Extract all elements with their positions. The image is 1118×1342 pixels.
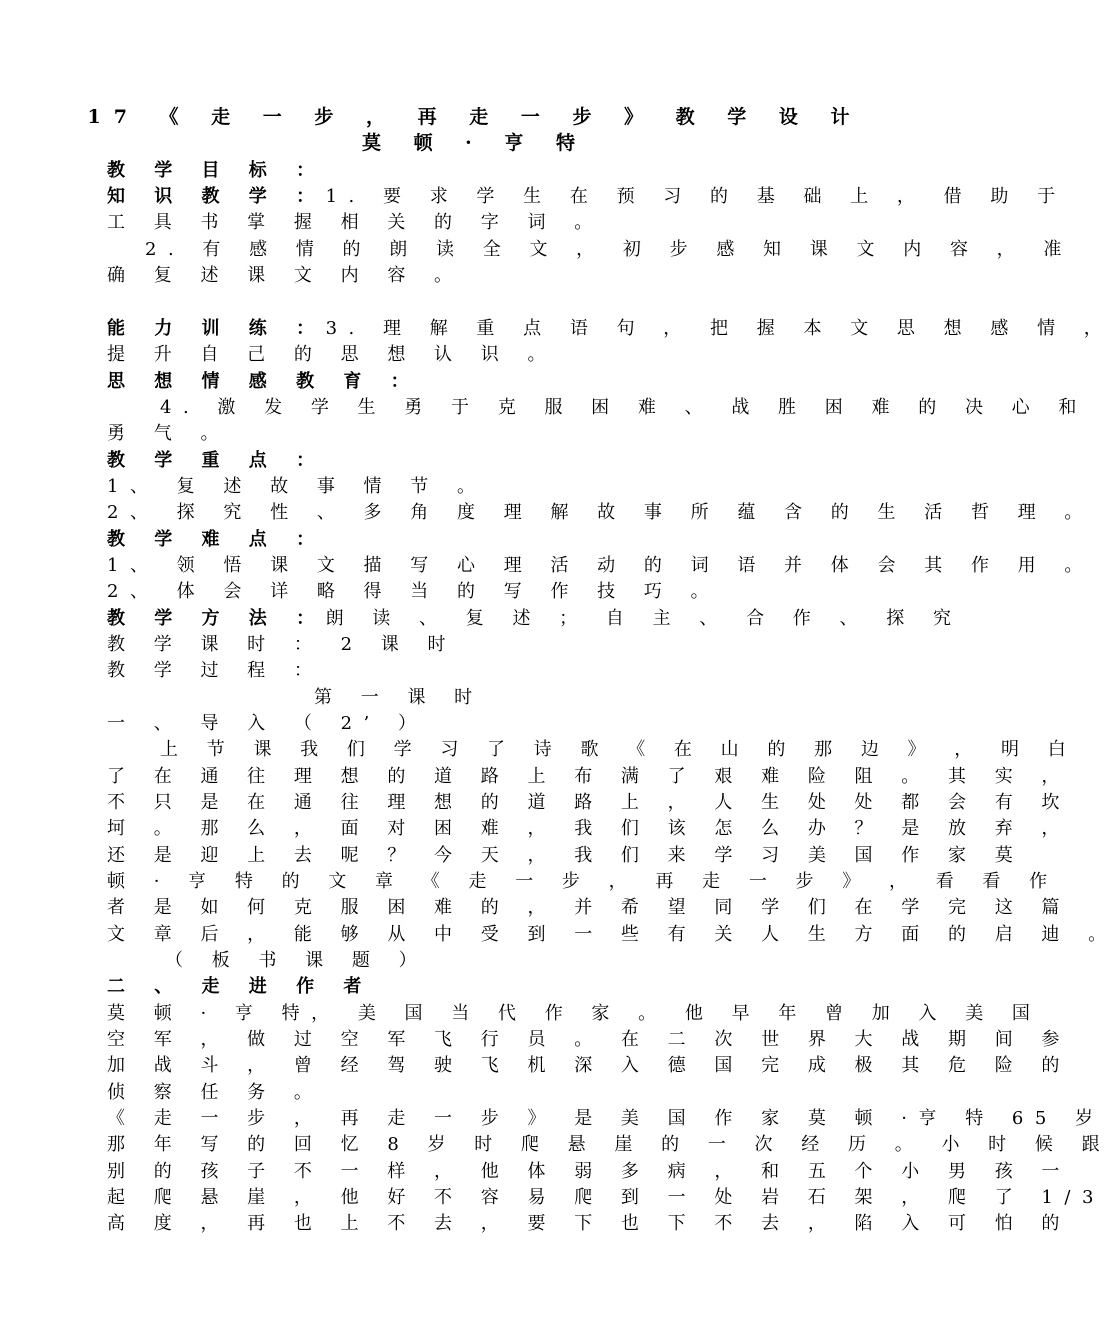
difficulty-2: 2、 体 会 详 略 得 当 的 写 作 技 巧 。	[107, 581, 721, 602]
key-points-heading: 教 学 重 点 ：	[107, 450, 326, 471]
knowledge-line-1	[107, 186, 1067, 208]
knowledge-item-2: 2. 有 感 情 的 朗 读 全 文 ， 初 步 感 知 课 文 内 容 ， 准	[145, 239, 1073, 260]
intro-line: 文 章 后 ， 能 够 从 中 受 到 一 些 有 关 人 生 方 面 的 启 迪 。	[107, 924, 1118, 945]
emotion-heading: 思 想 情 感 教 育 ：	[107, 371, 421, 392]
method-label: 教 学 方 法 ：	[107, 608, 326, 629]
author-line: 侦 察 任 务 。	[107, 1082, 324, 1103]
intro-line: 了 在 通 往 理 想 的 道 路 上 布 满 了 艰 难 险 阻 。 其 实 ，	[107, 766, 1071, 787]
author-line: 空 军 ， 做 过 空 军 飞 行 员 。 在 二 次 世 界 大 战 期 间 参	[107, 1029, 1071, 1050]
intro-line: 者 是 如 何 克 服 困 难 的 ， 并 希 望 同 学 们 在 学 完 这 篇	[107, 897, 1071, 918]
difficulty-1: 1、 领 悟 课 文 描 写 心 理 活 动 的 词 语 并 体 会 其 作 用 。	[107, 555, 1094, 576]
knowledge-item-1: 1. 要 求 学 生 在 预 习 的 基 础 上 ， 借 助 于	[325, 186, 1067, 207]
ability-item-cont: 提 升 自 己 的 思 想 认 识 。	[107, 344, 557, 365]
method-text: 朗 读 、 复 述 ； 自 主 、 合 作 、 探 究	[325, 608, 963, 629]
story-line: 高 度 ， 再 也 上 不 去 ， 要 下 也 下 不 去 ， 陷 入 可 怕 的	[107, 1213, 1071, 1234]
author-line: 加 战 斗 ， 曾 经 驾 驶 飞 机 深 入 德 国 完 成 极 其 危 险 的	[107, 1055, 1071, 1076]
ability-line	[107, 318, 1113, 340]
ability-item: 3. 理 解 重 点 语 句 ， 把 握 本 文 思 想 感 情 ，	[325, 318, 1114, 339]
section-1-heading: 一 、 导 入 （ 2’ ）	[107, 713, 428, 734]
key-point-1: 1、 复 述 故 事 情 节 。	[107, 476, 487, 497]
lesson-1-heading: 第 一 课 时	[314, 687, 484, 708]
intro-line: 还 是 迎 上 去 呢 ？ 今 天 ， 我 们 来 学 习 美 国 作 家 莫	[107, 845, 1025, 866]
story-line: 别 的 孩 子 不 一 样 ， 他 体 弱 多 病 ， 和 五 个 小 男 孩 一	[107, 1161, 1071, 1182]
intro-line: 顿 · 亨 特 的 文 章 《 走 一 步 ， 再 走 一 步 》 ， 看 看 作	[107, 871, 1059, 892]
difficulties-heading: 教 学 难 点 ：	[107, 529, 326, 550]
knowledge-item-2-cont: 确 复 述 课 文 内 容 。	[107, 265, 464, 286]
emotion-item-cont: 勇 气 。	[107, 423, 230, 444]
teaching-process: 教 学 过 程 ：	[107, 660, 324, 681]
method-line	[107, 608, 962, 630]
author-line: 莫 顿 · 亨 特， 美 国 当 代 作 家 。 他 早 年 曾 加 入 美 国	[107, 1003, 1042, 1024]
section-2-heading: 二 、 走 进 作 者	[107, 976, 373, 997]
document-title: 17 《 走 一 步 ， 再 走 一 步 》 教 学 设 计	[87, 106, 863, 128]
knowledge-label: 知 识 教 学 ：	[107, 186, 326, 207]
story-line: 那 年 写 的 回 忆 8 岁 时 爬 悬 崖 的 一 次 经 历 。 小 时 候 跟	[107, 1134, 1112, 1155]
story-line: 起 爬 悬 崖 ， 他 好 不 容 易 爬 到 一 处 岩 石 架 ， 爬 了 1/3	[107, 1187, 1105, 1208]
emotion-item: 4. 激 发 学 生 勇 于 克 服 困 难 、 战 胜 困 难 的 决 心 和	[160, 397, 1088, 418]
intro-line: 上 节 课 我 们 学 习 了 诗 歌 《 在 山 的 那 边 》 ， 明 白	[160, 739, 1078, 760]
key-point-2: 2、 探 究 性 、 多 角 度 理 解 故 事 所 蕴 含 的 生 活 哲 理 。	[107, 502, 1094, 523]
intro-line: 坷 。 那 么 ， 面 对 困 难 ， 我 们 该 怎 么 办 ？ 是 放 弃 ，	[107, 818, 1071, 839]
goals-heading: 教 学 目 标 ：	[107, 160, 326, 181]
intro-line: 不 只 是 在 通 往 理 想 的 道 路 上 ， 人 生 处 处 都 会 有 坎	[107, 792, 1071, 813]
board-note: （ 板 书 课 题 ）	[165, 950, 429, 971]
knowledge-line-2: 工 具 书 掌 握 相 关 的 字 词 。	[107, 212, 604, 233]
teaching-hours: 教 学 课 时 ： 2 课 时	[107, 634, 458, 655]
story-line: 《 走 一 步 ， 再 走 一 步 》 是 美 国 作 家 莫 顿 ·亨 特 65 岁	[107, 1108, 1105, 1129]
ability-label: 能 力 训 练 ：	[107, 318, 326, 339]
document-author: 莫 顿 · 亨 特	[361, 132, 589, 154]
